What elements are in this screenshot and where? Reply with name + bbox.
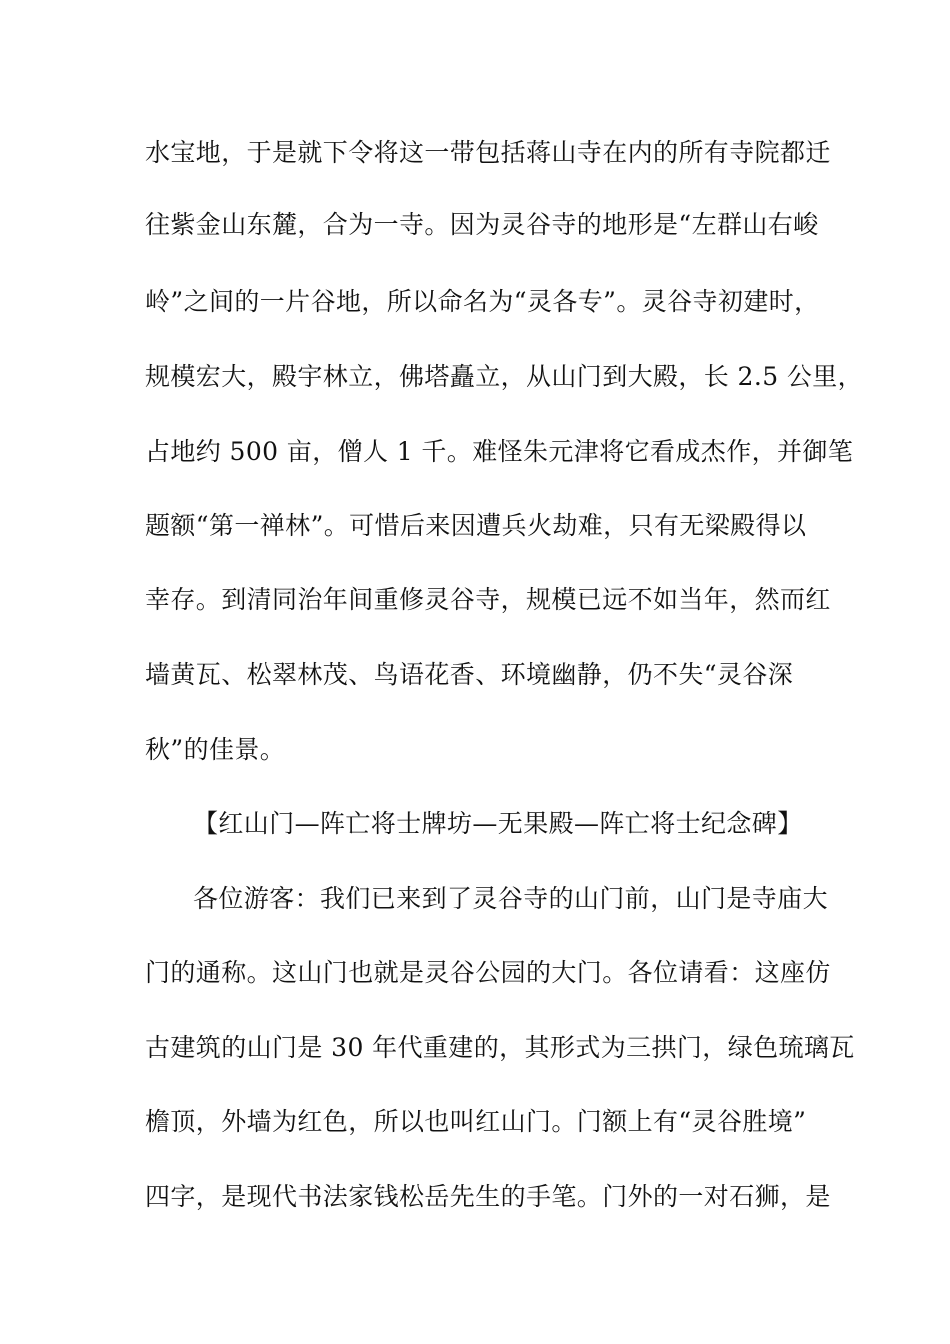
body-text-line: 岭”之间的一片谷地，所以命名为“灵各专”。灵谷寺初建时， — [145, 287, 820, 316]
body-text-line: 规模宏大，殿宇林立，佛塔矗立，从山门到大殿，长 2.5 公里， — [145, 362, 864, 391]
paragraph-line: 四字，是现代书法家钱松岳先生的手笔。门外的一对石狮，是 — [145, 1182, 831, 1211]
body-text-line: 幸存。到清同治年间重修灵谷寺，规模已远不如当年，然而红 — [145, 585, 831, 614]
paragraph-line: 门的通称。这山门也就是灵谷公园的大门。各位请看：这座仿 — [145, 958, 831, 987]
paragraph-line: 古建筑的山门是 30 年代重建的，其形式为三拱门，绿色琉璃瓦 — [145, 1033, 855, 1062]
body-text-line: 墙黄瓦、松翠林茂、鸟语花香、环境幽静，仍不失“灵谷深 — [145, 660, 794, 689]
body-text-line: 往紫金山东麓，合为一寺。因为灵谷寺的地形是“左群山右峻 — [145, 210, 819, 239]
body-text-line: 水宝地，于是就下令将这一带包括蒋山寺在内的所有寺院都迁 — [145, 138, 831, 167]
section-heading: 【红山门—阵亡将士牌坊—无果殿—阵亡将士纪念碑】 — [193, 809, 803, 838]
body-text-line: 题额“第一禅林”。可惜后来因遭兵火劫难，只有无梁殿得以 — [145, 511, 807, 540]
paragraph-line: 各位游客：我们已来到了灵谷寺的山门前，山门是寺庙大 — [193, 884, 829, 913]
paragraph-line: 檐顶，外墙为红色，所以也叫红山门。门额上有“灵谷胜境” — [145, 1107, 807, 1136]
body-text-line: 占地约 500 亩，僧人 1 千。难怪朱元津将它看成杰作，并御笔 — [145, 437, 854, 466]
body-text-line: 秋”的佳景。 — [145, 735, 286, 764]
